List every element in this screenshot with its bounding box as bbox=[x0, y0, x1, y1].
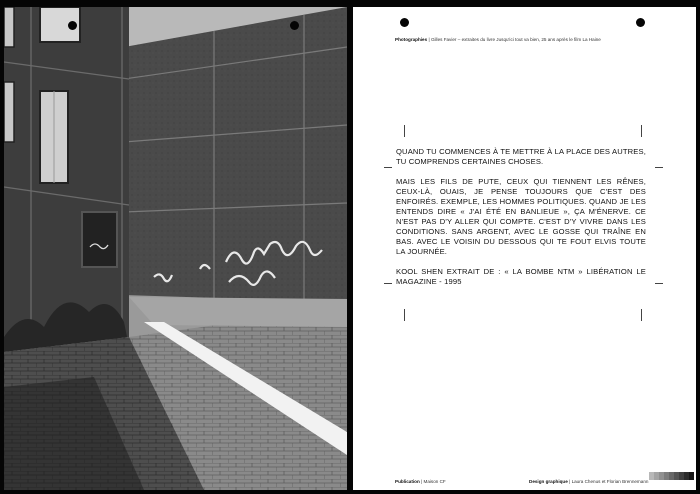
paragraph-attribution: KOOL SHEN EXTRAIT DE : « LA BOMBE NTM » LIBÉRATION LE MAGAZINE - 1995 bbox=[396, 267, 646, 286]
quote-text bbox=[396, 147, 646, 297]
footer-publication: Publication | Maison CF bbox=[395, 479, 446, 484]
punch-hole bbox=[290, 21, 299, 30]
crop-mark bbox=[655, 167, 663, 168]
footer-design: Design graphique | Laura Chenus et Florian Brennemann bbox=[529, 479, 649, 484]
photo-page bbox=[4, 7, 347, 490]
gray-swatch-strip bbox=[649, 472, 694, 480]
design-value: Laura Chenus et Florian Brennemann bbox=[571, 479, 649, 484]
crop-mark bbox=[655, 283, 663, 284]
text-page bbox=[353, 7, 696, 490]
crop-mark bbox=[384, 283, 392, 284]
paragraph-intro: QUAND TU COMMENCES À TE METTRE À LA PLACE DES AUTRES, TU COMPRENDS CERTAINES CHOSES. bbox=[396, 147, 646, 166]
crop-mark bbox=[384, 167, 392, 168]
paragraph-body: MAIS LES FILS DE PUTE, CEUX QUI TIENNENT LES RÊNES, CEUX-LÀ, OUAIS, JE PENSE TOUJOURS QUE C'EST DES ENFOIRÉS. EXEMPLE, LES HOMMES POLITIQUES. QUAND JE LES ENTENDS DIRE « J'AI ÉTÉ EN BANLIEUE », ÇA M'ÉNERVE. CE N'EST PAS D'Y ALLER QUI COMPTE. C'EST D'Y VIVRE DANS LES CONDITIONS. SANS ARGENT, AVEC LE GOSSE QUI TRAÎNE EN BAS. AVEC LE VOISIN DU DESSOUS QUI TE FOUT ELVIS TOUTE LA JOURNÉE. bbox=[396, 177, 646, 256]
crop-mark bbox=[641, 125, 642, 137]
design-label: Design graphique bbox=[529, 479, 568, 484]
publication-value: Maison CF bbox=[423, 479, 446, 484]
punch-hole bbox=[400, 18, 409, 27]
crop-mark bbox=[404, 309, 405, 321]
publication-label: Publication bbox=[395, 479, 420, 484]
photo-credit-label: Photographies bbox=[395, 37, 428, 42]
photo-credit-text: Gilles Favier – extraites du livre Jusqu'ici tout va bien, 25 ans après le film La Haine bbox=[430, 37, 601, 42]
punch-hole bbox=[636, 18, 645, 27]
photo-credit: Photographies | Gilles Favier – extraites du livre Jusqu'ici tout va bien, 25 ans après le film La Haine bbox=[395, 37, 601, 42]
gray-swatch-9 bbox=[689, 472, 694, 480]
crop-mark bbox=[641, 309, 642, 321]
housing-block-photo bbox=[4, 7, 347, 490]
crop-mark bbox=[404, 125, 405, 137]
punch-hole bbox=[68, 21, 77, 30]
